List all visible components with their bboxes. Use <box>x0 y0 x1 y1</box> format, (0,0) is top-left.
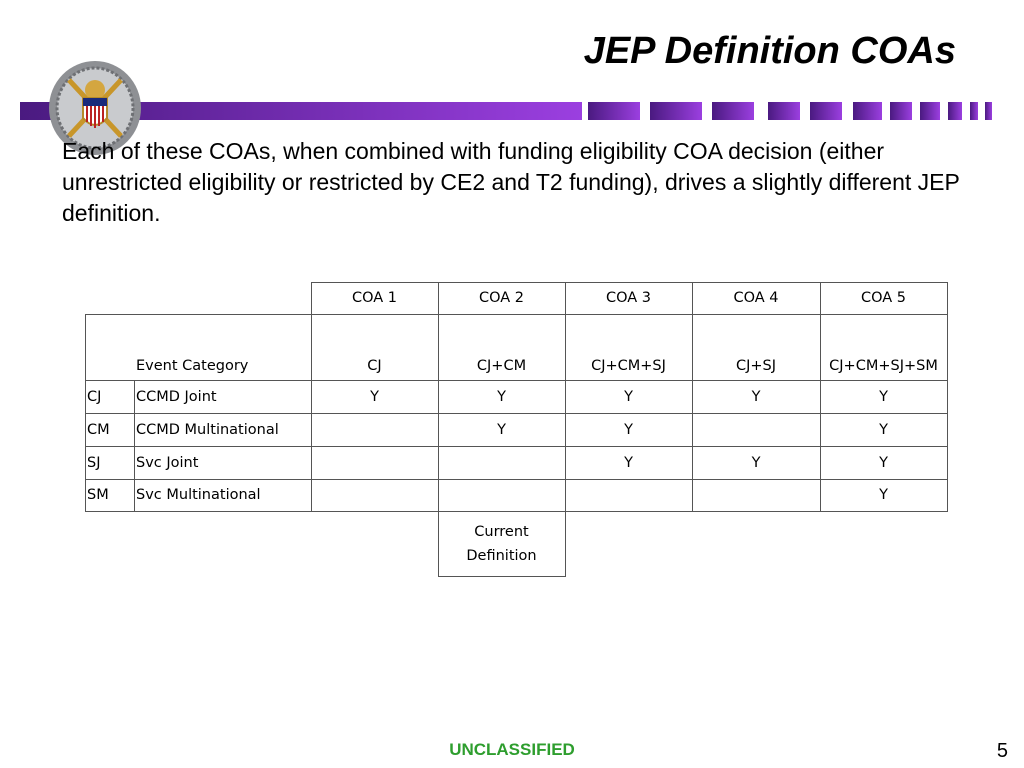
classification-footer: UNCLASSIFIED <box>449 740 575 759</box>
row-value: Y <box>624 388 633 405</box>
table-rule <box>565 282 566 511</box>
page-number: 5 <box>996 740 1008 762</box>
row-value: Y <box>497 388 506 405</box>
row-code: SM <box>87 487 109 503</box>
row-value: Y <box>624 454 633 471</box>
header-bar-segment <box>970 102 978 120</box>
coa-code: CJ <box>367 358 382 374</box>
table-rule <box>85 446 948 447</box>
row-name: CCMD Multinational <box>136 421 279 438</box>
table-rule <box>85 413 948 414</box>
row-name: Svc Multinational <box>136 487 261 503</box>
row-value: Y <box>370 388 379 405</box>
header-bar-segment <box>588 102 640 120</box>
coa-header: COA 5 <box>860 290 907 306</box>
row-value: Y <box>879 454 888 471</box>
row-value <box>565 479 692 511</box>
table-rule <box>820 282 821 511</box>
row-code: CJ <box>87 388 102 405</box>
coa-code: CJ+CM <box>476 358 527 374</box>
row-value <box>692 479 820 511</box>
header-bar-segment <box>985 102 992 120</box>
header-bar-segment <box>948 102 962 120</box>
row-value <box>692 413 820 446</box>
row-code: CM <box>87 421 110 438</box>
row-value: Y <box>751 454 761 471</box>
row-value <box>438 446 565 479</box>
row-value: Y <box>751 388 761 405</box>
row-value: Y <box>624 421 633 438</box>
coa-code: CJ+CM+SJ <box>591 358 666 374</box>
current-definition-note: Current Definition <box>466 523 537 564</box>
slide-title: JEP Definition COAs <box>583 30 956 72</box>
header-bar-segment <box>920 102 940 120</box>
row-value: Y <box>879 388 888 405</box>
coa-header: COA 2 <box>478 290 525 306</box>
table-rule <box>438 576 566 577</box>
coa-header: COA 1 <box>351 290 398 306</box>
row-value <box>311 479 438 511</box>
table-rule <box>85 479 948 480</box>
row-code: SJ <box>87 454 101 471</box>
coa-header: COA 3 <box>605 290 652 306</box>
header-bar-segment <box>890 102 912 120</box>
table-rule <box>311 282 948 283</box>
table-rule <box>565 511 566 576</box>
coa-code: CJ+SJ <box>735 358 777 374</box>
coa-code: CJ+CM+SJ+SM <box>829 358 938 374</box>
row-value <box>311 413 438 446</box>
body-paragraph: Each of these COAs, when combined with funding eligibility COA decision (either unrestricted eligibility or restricted by CE2 and T2 funding), drives a slightly different JEP definition. <box>62 138 960 226</box>
table-rule <box>692 282 693 511</box>
table-rule <box>438 282 439 511</box>
table-rule <box>438 511 439 576</box>
row-value <box>311 446 438 479</box>
header-bar-segment <box>650 102 702 120</box>
table-rule <box>85 314 948 315</box>
header-bar-segment <box>768 102 800 120</box>
coa-header: COA 4 <box>733 290 779 306</box>
header-bar-segment <box>853 102 882 120</box>
table-rule <box>947 282 948 511</box>
row-value: Y <box>879 487 888 503</box>
row-value <box>438 479 565 511</box>
table-rule <box>85 511 948 512</box>
row-name: CCMD Joint <box>136 388 217 405</box>
header-bar-segment <box>810 102 842 120</box>
table-rule <box>311 282 312 511</box>
table-rule <box>134 380 135 511</box>
row-value: Y <box>879 421 888 438</box>
header-bar-segment <box>712 102 754 120</box>
row-value: Y <box>497 421 506 438</box>
category-header: Event Category <box>136 358 249 374</box>
table-rule <box>85 314 86 511</box>
row-name: Svc Joint <box>136 454 199 471</box>
table-rule <box>85 380 948 381</box>
